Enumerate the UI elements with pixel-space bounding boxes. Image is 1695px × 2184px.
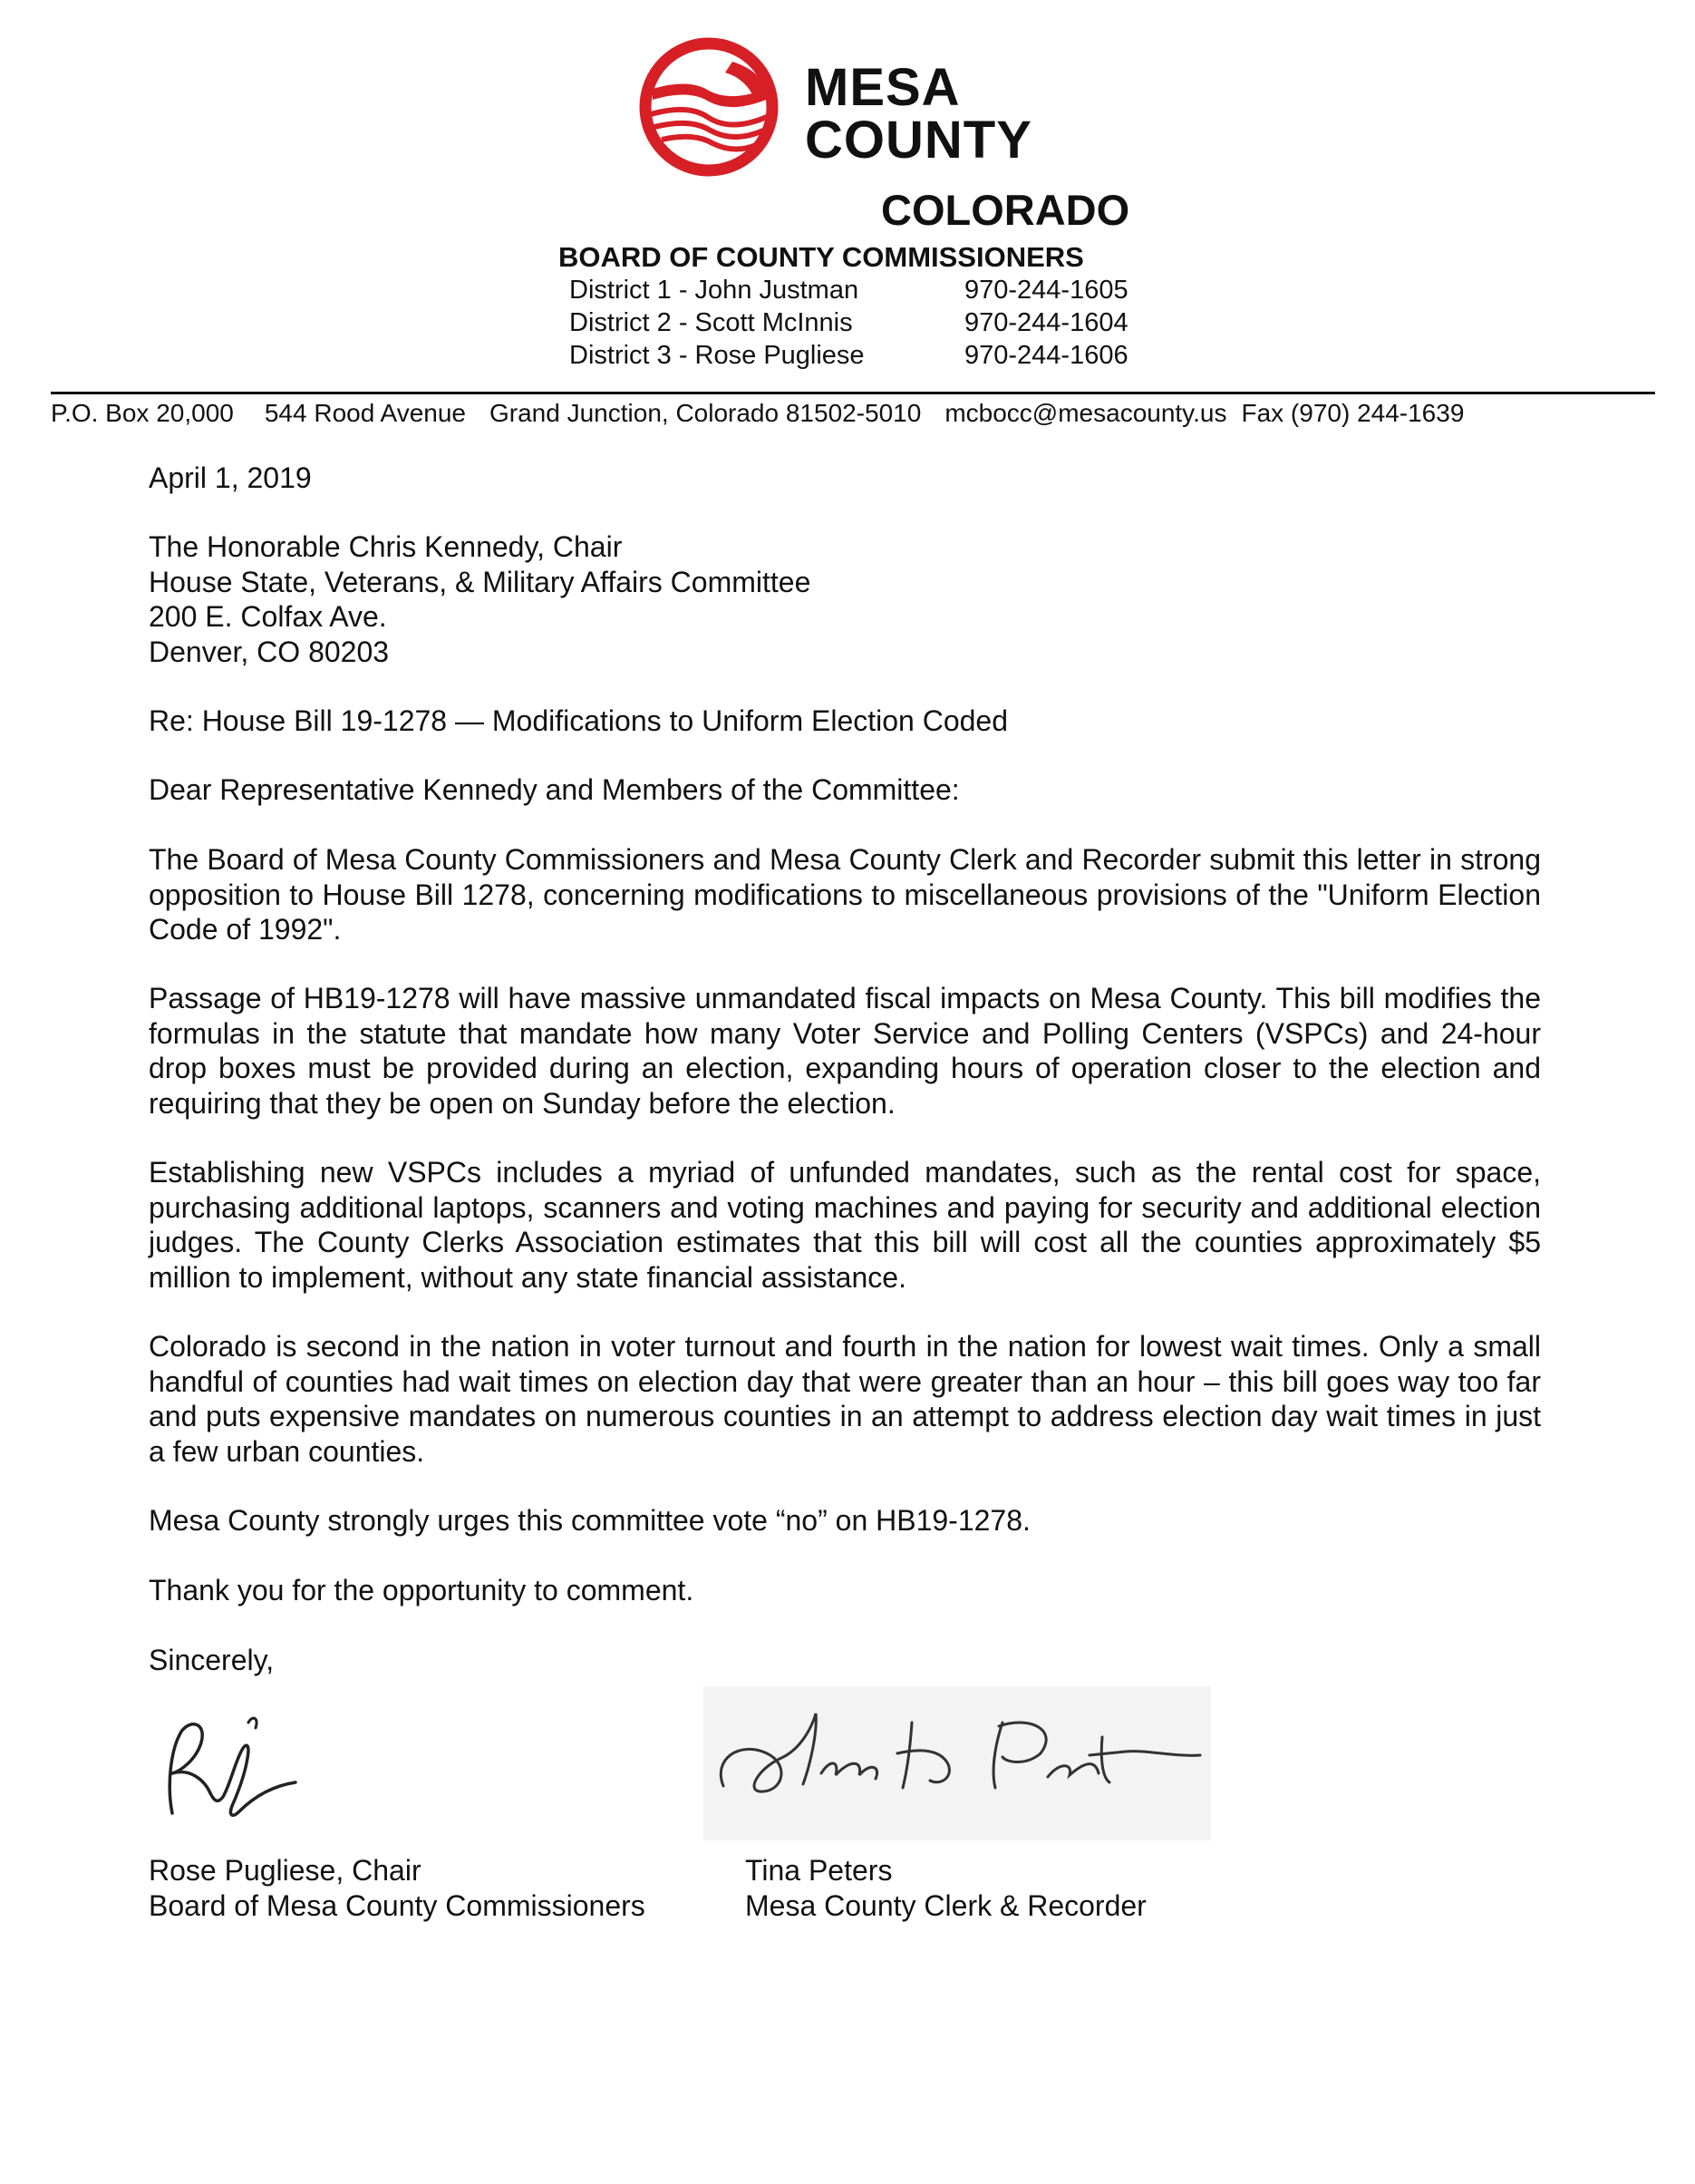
district-row xyxy=(569,274,1149,306)
signature-rose-pugliese-icon xyxy=(154,1695,317,1831)
body-paragraph: Passage of HB19-1278 will have massive unmandated fiscal impacts on Mesa County. This bill modifies the formulas in the statute that mandate how many Voter Service and Polling Centers (VSPCs) and 24-hour drop boxes must be provided during an election, expanding hours of operation closer to the election and requiring that they be open on Sunday before the election. xyxy=(149,982,1541,1120)
recipient-block xyxy=(149,529,1541,669)
signer-title: Board of Mesa County Commissioners xyxy=(149,1888,645,1922)
signer-name: Tina Peters xyxy=(745,1854,893,1887)
signature-tina-peters-icon xyxy=(703,1686,1211,1840)
letterhead-divider xyxy=(51,392,1655,394)
district-row xyxy=(569,339,1149,372)
body-paragraph: Thank you for the opportunity to comment. xyxy=(149,1574,694,1606)
body-paragraph: Colorado is second in the nation in voter turnout and fourth in the nation for lowest wait times. Only a small handful of counties had wait times on election day that were greater than an hour – this bill goes way too far and puts expensive mandates on numerous counties in an attempt to address election day wait times in just a few urban counties. xyxy=(149,1330,1541,1468)
district-row xyxy=(569,306,1149,339)
subject-line: Re: House Bill 19-1278 — Modifications to Uniform Election Coded xyxy=(149,704,1009,737)
recipient-line: House State, Veterans, & Military Affairs Committee xyxy=(149,565,811,598)
recipient-line: Denver, CO 80203 xyxy=(149,635,390,668)
body-paragraph: Mesa County strongly urges this committee vote “no” on HB19-1278. xyxy=(149,1504,1031,1537)
board-title: BOARD OF COUNTY COMMISSIONERS xyxy=(558,241,1084,273)
district-name: District 2 - Scott McInnis xyxy=(569,308,853,337)
district-phone: 970-244-1605 xyxy=(964,276,1128,305)
address-city: Grand Junction, Colorado 81502-5010 xyxy=(489,399,922,427)
address-email[interactable]: mcbocc@mesacounty.us xyxy=(944,399,1227,427)
signer-left xyxy=(149,1853,645,1923)
body-paragraph: Establishing new VSPCs includes a myriad of unfunded mandates, such as the rental cost for space, purchasing additional laptops, scanners and voting machines and paying for security and additional election judges. The County Clerks Association estimates that this bill will cost all the counties approximately $5 million to implement, without any state financial assistance. xyxy=(149,1156,1541,1294)
district-phone: 970-244-1604 xyxy=(964,308,1128,337)
letter-date: April 1, 2019 xyxy=(149,461,312,494)
district-name: District 3 - Rose Pugliese xyxy=(569,341,865,370)
logo-word-county: COUNTY xyxy=(805,111,1032,170)
signer-name: Rose Pugliese, Chair xyxy=(149,1854,421,1887)
closing: Sincerely, xyxy=(149,1644,275,1676)
recipient-line: 200 E. Colfax Ave. xyxy=(149,600,387,633)
logo-word-mesa: MESA xyxy=(805,58,961,117)
signer-title: Mesa County Clerk & Recorder xyxy=(745,1888,1147,1922)
state-name: COLORADO xyxy=(881,186,1130,234)
district-name: District 1 - John Justman xyxy=(569,276,859,305)
mesa-county-logo-icon xyxy=(625,34,807,180)
address-line xyxy=(51,397,1655,430)
recipient-line: The Honorable Chris Kennedy, Chair xyxy=(149,530,623,563)
body-paragraph: The Board of Mesa County Commissioners and Mesa County Clerk and Recorder submit this letter in strong opposition to House Bill 1278, concerning modifications to miscellaneous provisions of the "Uniform Election Code of 1992". xyxy=(149,843,1541,946)
signer-right xyxy=(745,1853,1147,1923)
salutation: Dear Representative Kennedy and Members of the Committee: xyxy=(149,773,960,806)
address-street: 544 Rood Avenue xyxy=(264,399,466,427)
address-po-box: P.O. Box 20,000 xyxy=(51,399,234,427)
district-list xyxy=(569,274,1149,372)
address-fax: Fax (970) 244-1639 xyxy=(1241,399,1465,427)
district-phone: 970-244-1606 xyxy=(964,341,1128,370)
